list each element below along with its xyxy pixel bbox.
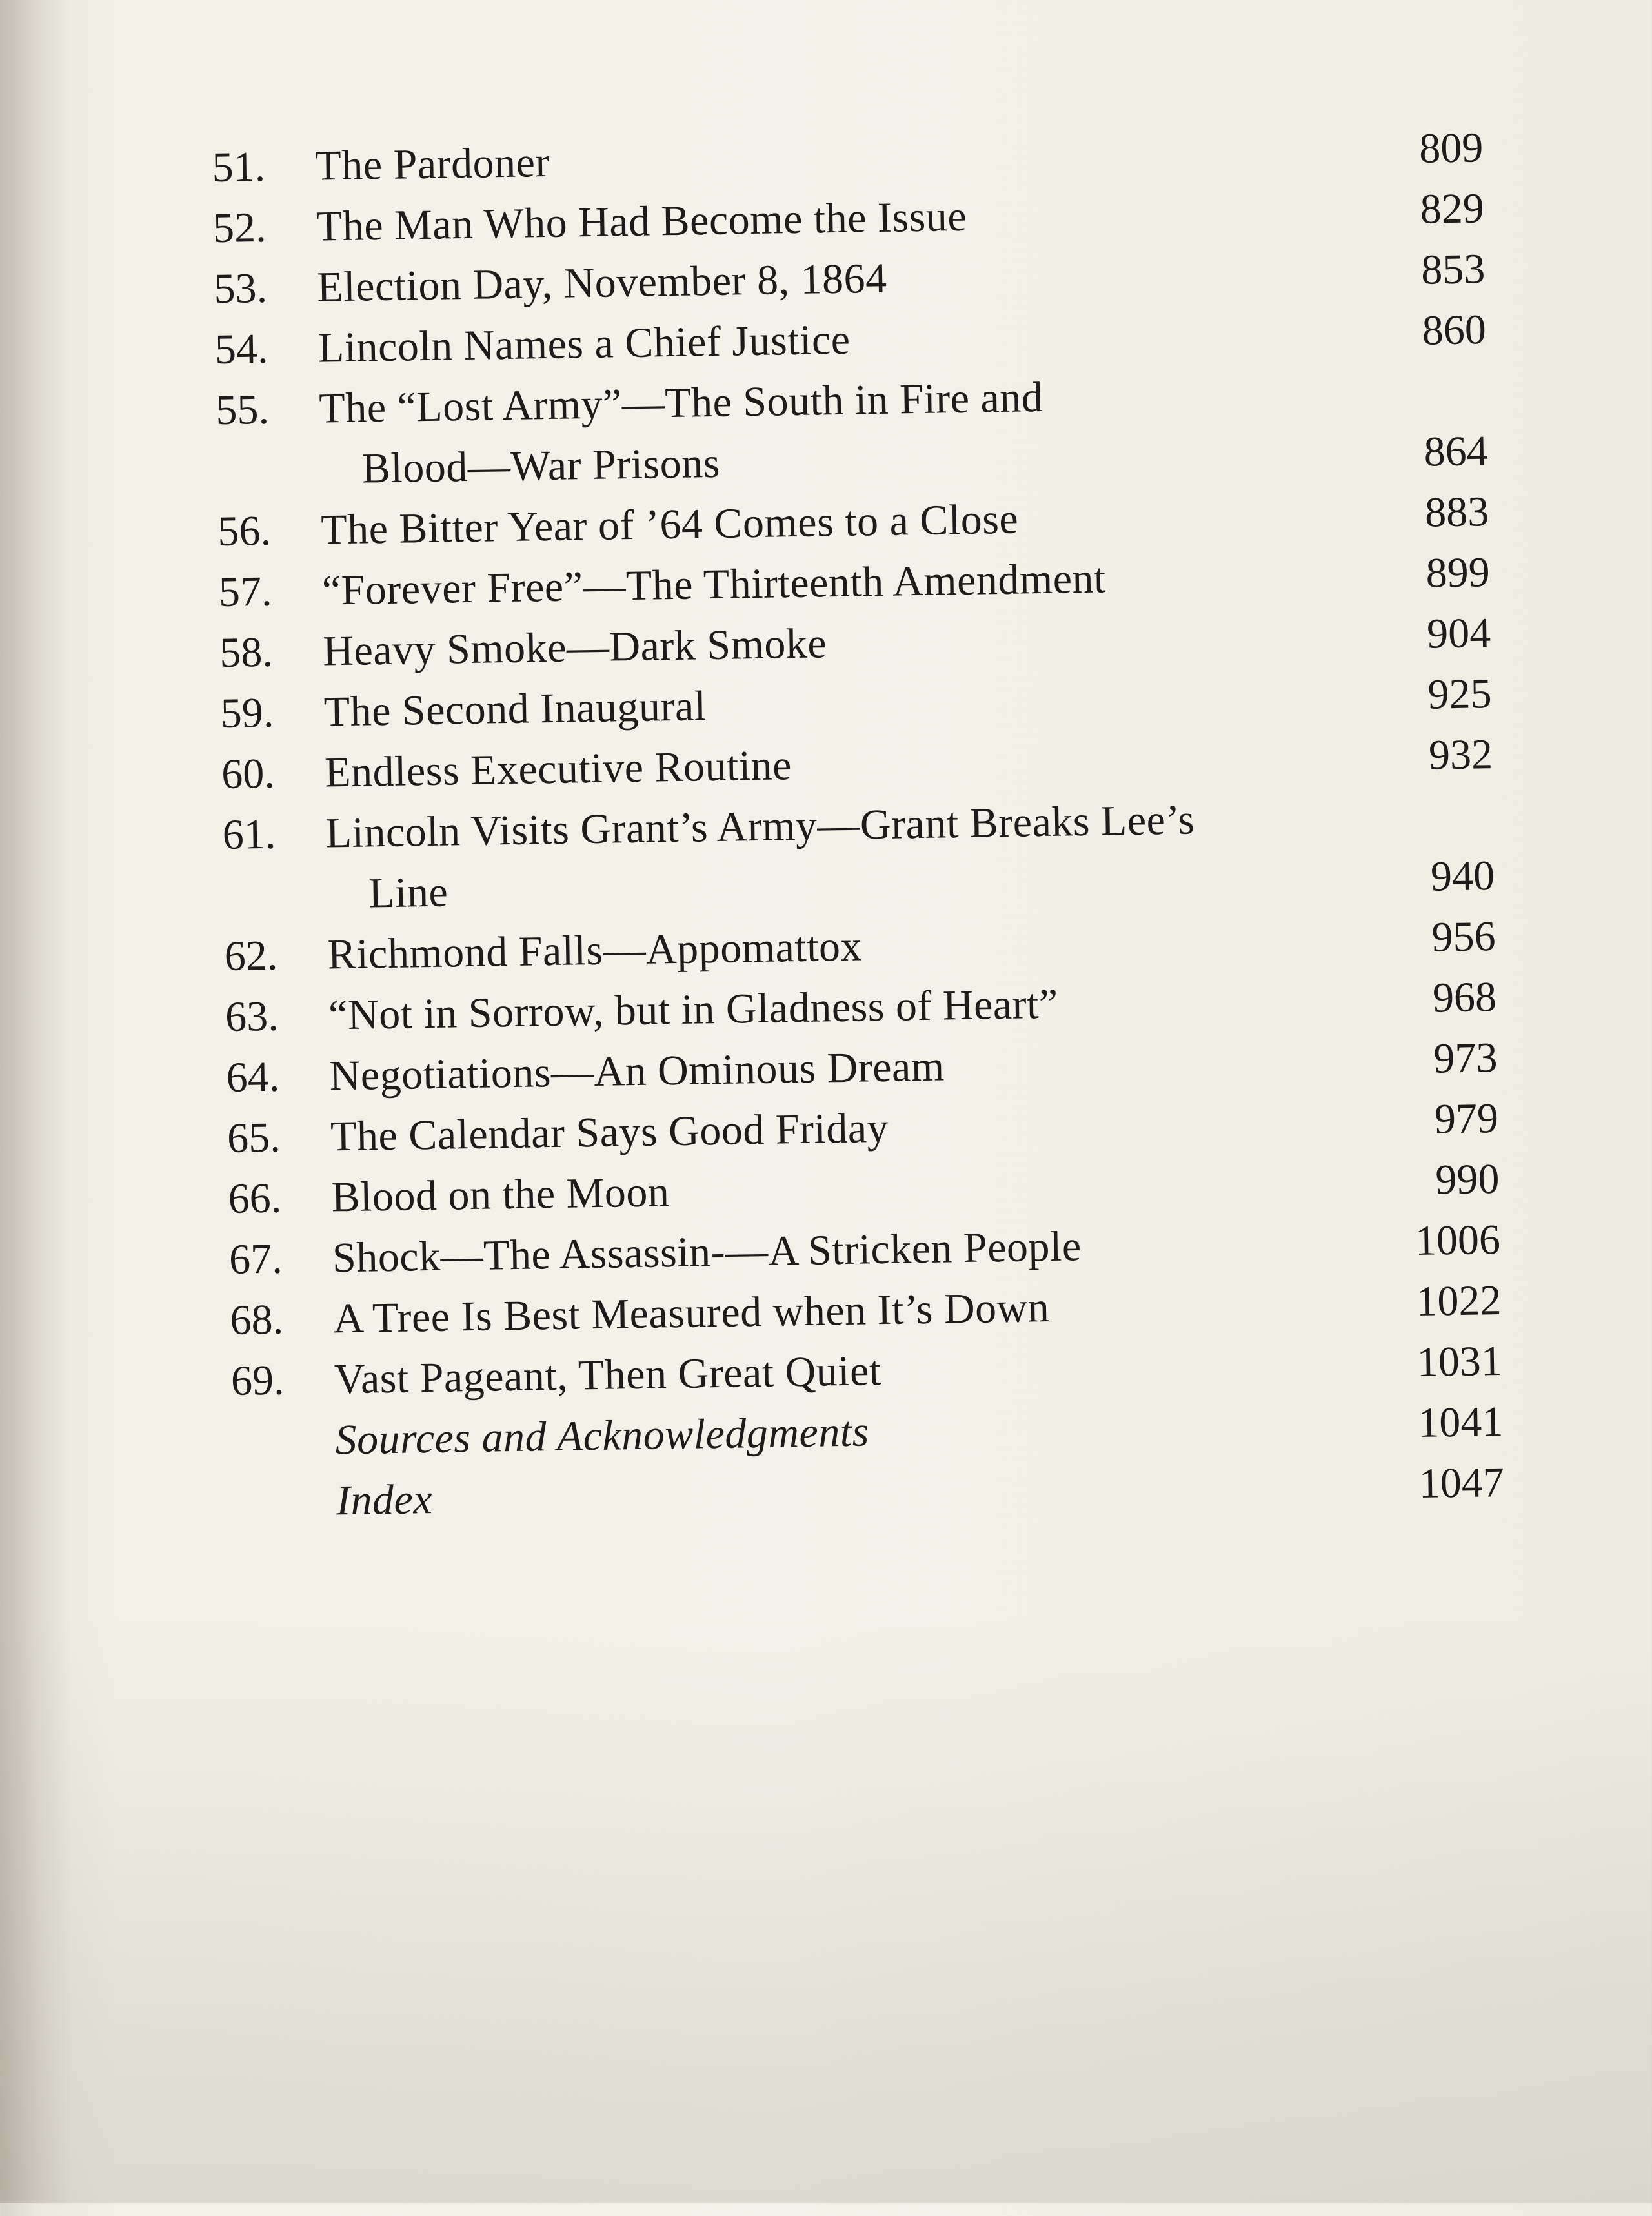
chapter-title: The Second Inaugural [323,682,707,736]
page-number: 829 [1420,185,1485,233]
chapter-number: 61. [222,810,276,859]
chapter-number: 63. [225,992,279,1041]
chapter-number: 56. [217,507,272,556]
page-number: 809 [1418,124,1484,172]
chapter-title: The “Lost Army”—The South in Fire and [318,373,1043,432]
page-number: 956 [1431,913,1496,961]
section-title: Index [336,1476,433,1525]
page-number: 853 [1420,245,1486,294]
page-number: 925 [1427,670,1493,718]
chapter-title: Lincoln Visits Grant’s Army—Grant Breaks Lee’s [325,796,1195,857]
page-number: 1047 [1418,1458,1505,1508]
page-number: 1041 [1417,1398,1504,1447]
page-number: 860 [1422,306,1487,354]
chapter-title: Endless Executive Routine [324,742,792,797]
page-number: 904 [1426,609,1491,658]
chapter-number: 66. [228,1174,282,1223]
chapter-number: 52. [212,203,267,252]
chapter-title: Vast Pageant, Then Great Quiet [334,1347,882,1403]
chapter-title: “Forever Free”—The Thirteenth Amendment [321,554,1107,615]
chapter-number [232,1412,328,1413]
chapter-title: Shock—The Assassin-—A Stricken People [332,1223,1082,1282]
chapter-title: The Bitter Year of ’64 Comes to a Close [320,495,1019,554]
chapter-number: 53. [213,264,268,313]
section-title: Sources and Acknowledgments [334,1408,870,1464]
page-number: 864 [1424,427,1489,476]
page-number: 1031 [1416,1337,1503,1387]
chapter-number: 51. [211,143,266,192]
chapter-title: The Man Who Had Become the Issue [316,192,967,250]
chapter-title: Heavy Smoke—Dark Smoke [322,620,827,675]
chapter-title: The Calendar Says Good Friday [330,1104,889,1161]
chapter-number [223,866,320,867]
page-number: 979 [1434,1095,1499,1143]
chapter-title: Richmond Falls—Appomattox [327,922,863,979]
chapter-number [232,1472,329,1474]
chapter-number: 69. [230,1356,285,1405]
chapter-number [216,441,313,442]
page-number: 990 [1435,1155,1500,1204]
page-number: 973 [1433,1034,1498,1083]
chapter-title: Election Day, November 8, 1864 [316,254,888,311]
chapter-number: 65. [227,1113,281,1162]
chapter-number: 62. [224,931,278,980]
chapter-number: 68. [230,1296,284,1344]
page-number: 968 [1432,973,1497,1022]
chapter-number: 58. [219,628,274,677]
chapter-number: 57. [218,567,272,616]
page-number: 932 [1428,731,1493,779]
chapter-number: 60. [221,749,276,798]
chapter-number: 64. [226,1053,280,1101]
chapter-title: Negotiations—An Ominous Dream [329,1042,945,1100]
chapter-number: 59. [220,689,274,738]
page-number: 1022 [1415,1276,1502,1326]
chapter-title: The Pardoner [314,138,550,190]
chapter-title: Lincoln Names a Chief Justice [317,316,851,372]
page-number: 940 [1430,852,1495,900]
chapter-number: 67. [228,1235,283,1283]
page-number: 899 [1425,549,1491,597]
chapter-number: 54. [214,325,269,374]
chapter-title: Line [368,868,448,917]
page-number: 883 [1424,488,1489,536]
chapter-title: Blood on the Moon [331,1168,670,1221]
chapter-number: 55. [215,385,270,434]
chapter-title: “Not in Sorrow, but in Gladness of Heart” [328,980,1059,1039]
chapter-title: Blood—War Prisons [361,439,721,493]
chapter-title: A Tree Is Best Measured when It’s Down [332,1283,1050,1343]
page-number: 1006 [1415,1215,1501,1265]
